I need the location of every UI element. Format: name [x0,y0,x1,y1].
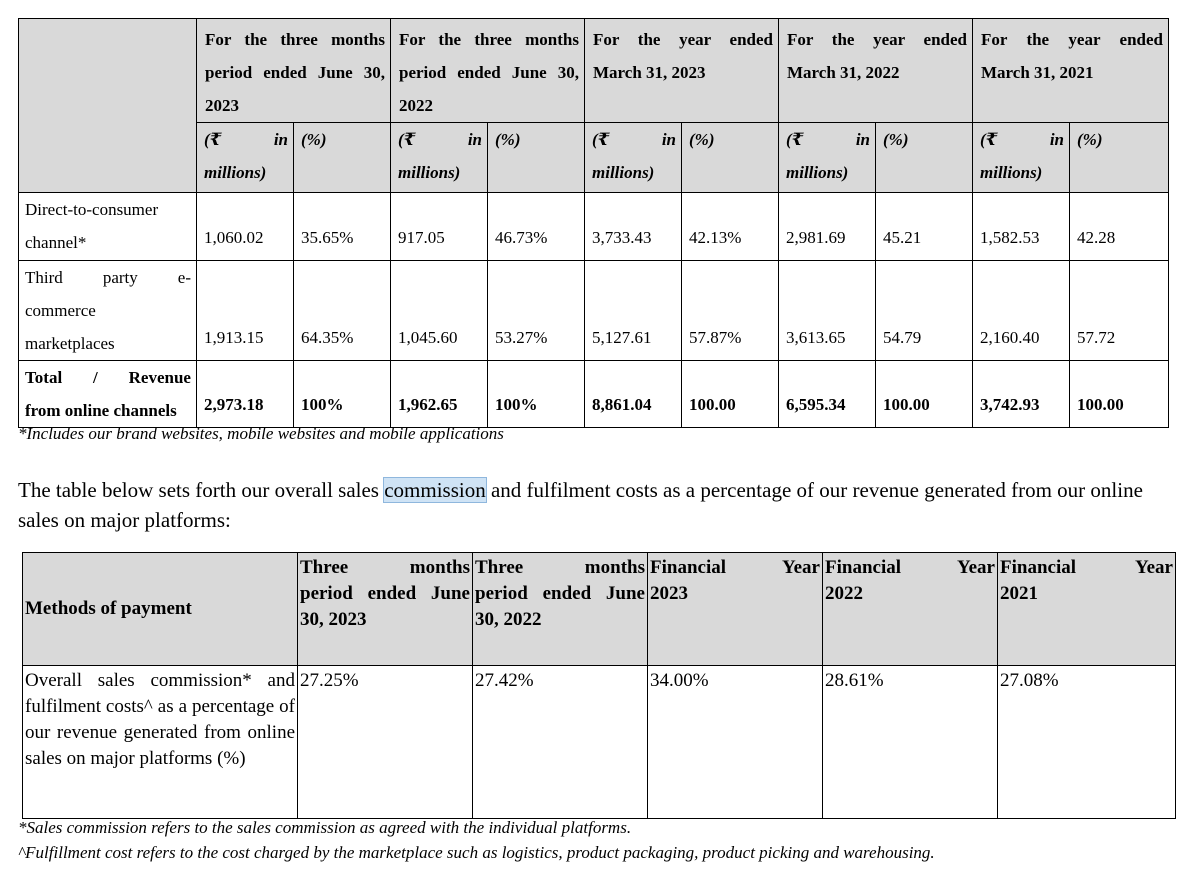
value-cell: 27.42% [473,666,648,819]
period-header: For the year ended March 31, 2023 [585,19,779,123]
row-label: Direct-to-consumer channel* [19,193,197,261]
period-header: Three months period ended June 30, 2023 [298,553,473,666]
unit-millions-cell: (₹ in millions) [779,123,876,193]
value-cell: 45.21 [876,193,973,261]
value-cell: 54.79 [876,261,973,361]
unit-millions-cell: (₹ in millions) [391,123,488,193]
total-value-cell: 6,595.34 [779,361,876,428]
value-cell: 917.05 [391,193,488,261]
unit-percent-cell: (%) [294,123,391,193]
value-cell: 1,060.02 [197,193,294,261]
total-value-cell: 100% [488,361,585,428]
unit-millions-cell: (₹ in millions) [197,123,294,193]
value-cell: 42.28 [1070,193,1169,261]
total-value-cell: 100.00 [682,361,779,428]
table-row [19,261,1169,361]
total-value-cell: 1,962.65 [391,361,488,428]
table-row [23,666,1176,819]
value-cell: 1,913.15 [197,261,294,361]
sales-commission-table [22,552,1176,819]
value-cell: 35.65% [294,193,391,261]
value-cell: 1,045.60 [391,261,488,361]
value-cell: 28.61% [823,666,998,819]
row-label: Third party e- commerce marketplaces [19,261,197,361]
total-value-cell: 100.00 [1070,361,1169,428]
value-cell: 2,981.69 [779,193,876,261]
total-value-cell: 8,861.04 [585,361,682,428]
total-label: Total / Revenue from online channels [19,361,197,428]
commission-footnote: *Sales commission refers to the sales commission as agreed with the individual platforms. [18,818,632,837]
value-cell: 1,582.53 [973,193,1070,261]
unit-percent-cell: (%) [682,123,779,193]
value-cell: 34.00% [648,666,823,819]
value-cell: 3,613.65 [779,261,876,361]
period-header: Financial Year 2023 [648,553,823,666]
value-cell: 53.27% [488,261,585,361]
value-cell: 3,733.43 [585,193,682,261]
unit-percent-cell: (%) [876,123,973,193]
row-label: Overall sales commission* and fulfilment costs^ as a percentage of our revenue generated from online sales on major platforms (%) [23,666,298,819]
value-cell: 27.25% [298,666,473,819]
total-value-cell: 3,742.93 [973,361,1070,428]
value-cell: 57.87% [682,261,779,361]
value-cell: 46.73% [488,193,585,261]
header-row [23,553,1176,666]
total-value-cell: 100.00 [876,361,973,428]
period-header: For the year ended March 31, 2021 [973,19,1169,123]
unit-millions-cell: (₹ in millions) [973,123,1070,193]
total-value-cell: 2,973.18 [197,361,294,428]
period-header: For the three months period ended June 30, 2022 [391,19,585,123]
period-header: For the three months period ended June 30, 2023 [197,19,391,123]
period-header: Financial Year 2022 [823,553,998,666]
period-header: Three months period ended June 30, 2022 [473,553,648,666]
value-cell: 64.35% [294,261,391,361]
fulfilment-footnote: ^Fulfillment cost refers to the cost charged by the marketplace such as logistics, product packaging, product picking and warehousing. [18,843,935,862]
value-cell: 42.13% [682,193,779,261]
value-cell: 2,160.40 [973,261,1070,361]
value-cell: 57.72 [1070,261,1169,361]
intro-paragraph: The table below sets forth our overall sales commission and fulfilment costs as a percentage of our revenue generated from our online sales on major platforms: [18,478,1143,532]
header-row [19,19,1169,123]
value-cell: 5,127.61 [585,261,682,361]
table1-footnote: *Includes our brand websites, mobile websites and mobile applications [18,424,504,443]
total-value-cell: 100% [294,361,391,428]
methods-header: Methods of payment [23,553,298,666]
period-header: Financial Year 2021 [998,553,1176,666]
period-header: For the year ended March 31, 2022 [779,19,973,123]
table-row [19,193,1169,261]
online-revenue-table [18,18,1169,428]
value-cell: 27.08% [998,666,1176,819]
unit-millions-cell: (₹ in millions) [585,123,682,193]
selected-text-highlight[interactable]: commission [384,478,486,502]
header-blank-cell [19,19,197,193]
unit-percent-cell: (%) [1070,123,1169,193]
total-row [19,361,1169,428]
unit-percent-cell: (%) [488,123,585,193]
